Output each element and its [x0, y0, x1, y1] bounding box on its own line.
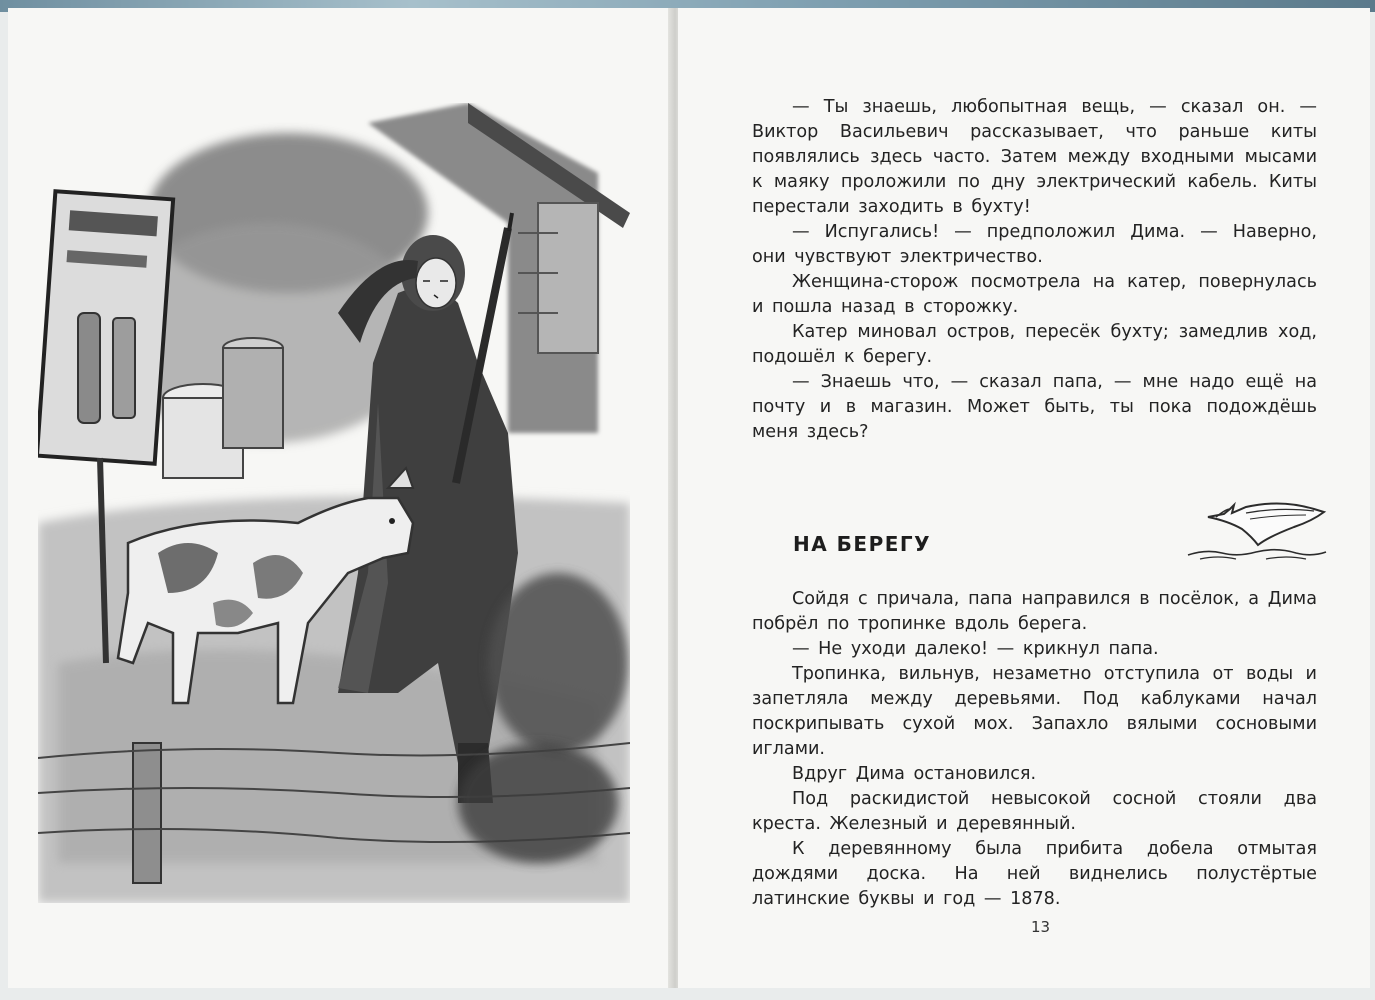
paragraph: — Испугались! — предположил Дима. — Наверно, они чувствуют электричество.: [752, 222, 1317, 267]
text-block-top: [752, 95, 1317, 445]
paragraph: — Ты знаешь, любопытная вещь, — сказал он. — Виктор Васильевич рассказывает, что раньше киты появлялись здесь часто. Затем между входными мысами к маяку проложили по дну электрический кабель. Киты перестали заходить в бухту!: [752, 97, 1317, 217]
paragraph: Под раскидистой невысокой сосной стояли два креста. Железный и деревянный.: [752, 789, 1317, 834]
paragraph: Сойдя с причала, папа направился в посёлок, а Дима побрёл по тропинке вдоль берега.: [752, 589, 1317, 634]
paragraph: Вдруг Дима остановился.: [792, 764, 1037, 784]
illustration-woman-with-rifle-and-goat: [38, 103, 630, 903]
paragraph: Катер миновал остров, пересёк бухту; замедлив ход, подошёл к берегу.: [752, 322, 1317, 367]
left-page: [8, 8, 677, 988]
whale-icon: [1186, 497, 1328, 563]
paragraph: — Знаешь что, — сказал папа, — мне надо ещё на почту и в магазин. Может быть, ты пока подождёшь меня здесь?: [752, 372, 1317, 442]
paragraph: — Не уходи далеко! — крикнул папа.: [792, 639, 1159, 659]
page-number: 13: [1031, 918, 1051, 936]
chapter-title: НА БЕРЕГУ: [793, 532, 932, 556]
paragraph: Тропинка, вильнув, незаметно отступила от воды и запетляла между деревьями. Под каблуками начал поскрипывать сухой мох. Запахло вялыми сосновыми иглами.: [752, 664, 1317, 759]
paragraph: К деревянному была прибита добела отмытая дождями доска. На ней виднелись полустёртые латинские буквы и год — 1878.: [752, 839, 1317, 909]
text-block-bottom: [752, 587, 1317, 912]
paragraph: Женщина-сторож посмотрела на катер, повернулась и пошла назад в сторожку.: [752, 272, 1317, 317]
